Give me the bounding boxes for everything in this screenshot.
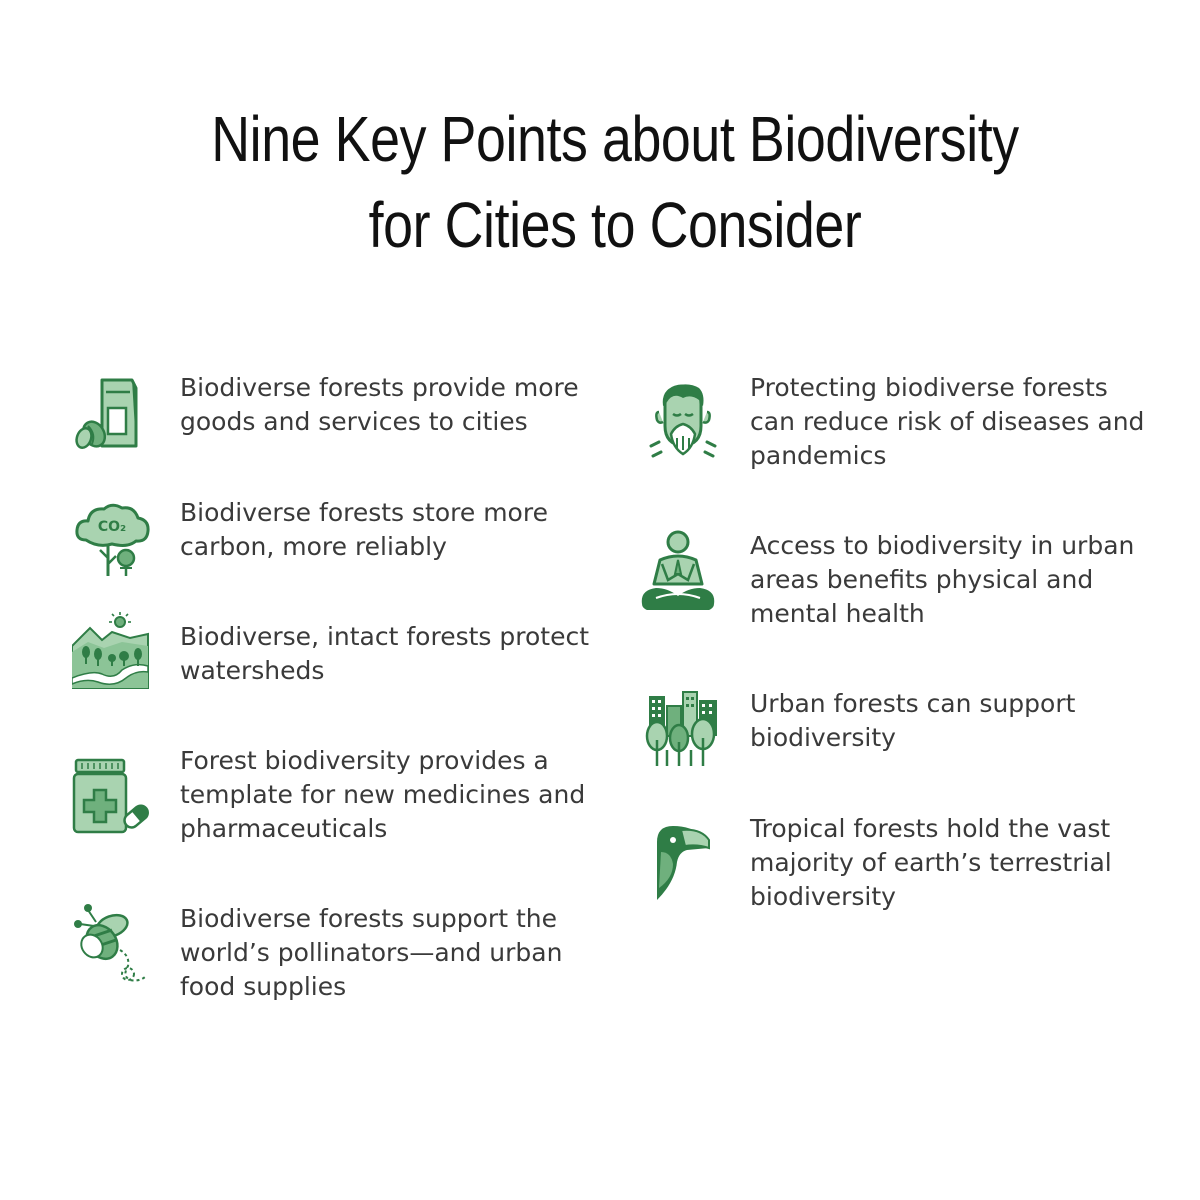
point-text: Biodiverse forests provide more goods and services to cities: [180, 373, 579, 436]
point-text: Access to biodiversity in urban areas benefits physical and mental health: [750, 531, 1135, 628]
bee-pollinator-icon: [72, 904, 152, 984]
medicine-jar-icon: [72, 756, 152, 836]
point-text: Urban forests can support biodiversity: [750, 689, 1076, 752]
point-text: Biodiverse forests store more carbon, more reliably: [180, 498, 548, 561]
page-title: [98, 96, 1131, 268]
urban-forest-icon: [643, 688, 723, 768]
co2-tree-icon: [72, 500, 152, 580]
meditating-person-icon: [638, 530, 718, 610]
title-line-1: Nine Key Points about Biodiversity: [211, 103, 1019, 175]
point-text: Tropical forests hold the vast majority of earth’s terrestrial biodiversity: [750, 814, 1112, 911]
point-text: Protecting biodiverse forests can reduce risk of diseases and pandemics: [750, 373, 1145, 470]
point-text: Biodiverse forests support the world’s pollinators—and urban food supplies: [180, 904, 563, 1001]
coffee-bag-icon: [72, 372, 152, 452]
sneezing-person-icon: [643, 382, 723, 462]
point-text: Biodiverse, intact forests protect watersheds: [180, 622, 589, 685]
co2-label: CO₂: [97, 519, 127, 535]
watershed-landscape-icon: [72, 612, 152, 692]
point-text: Forest biodiversity provides a template for new medicines and pharmaceuticals: [180, 746, 586, 843]
title-line-2: for Cities to Consider: [368, 189, 862, 261]
toucan-icon: [651, 822, 731, 902]
